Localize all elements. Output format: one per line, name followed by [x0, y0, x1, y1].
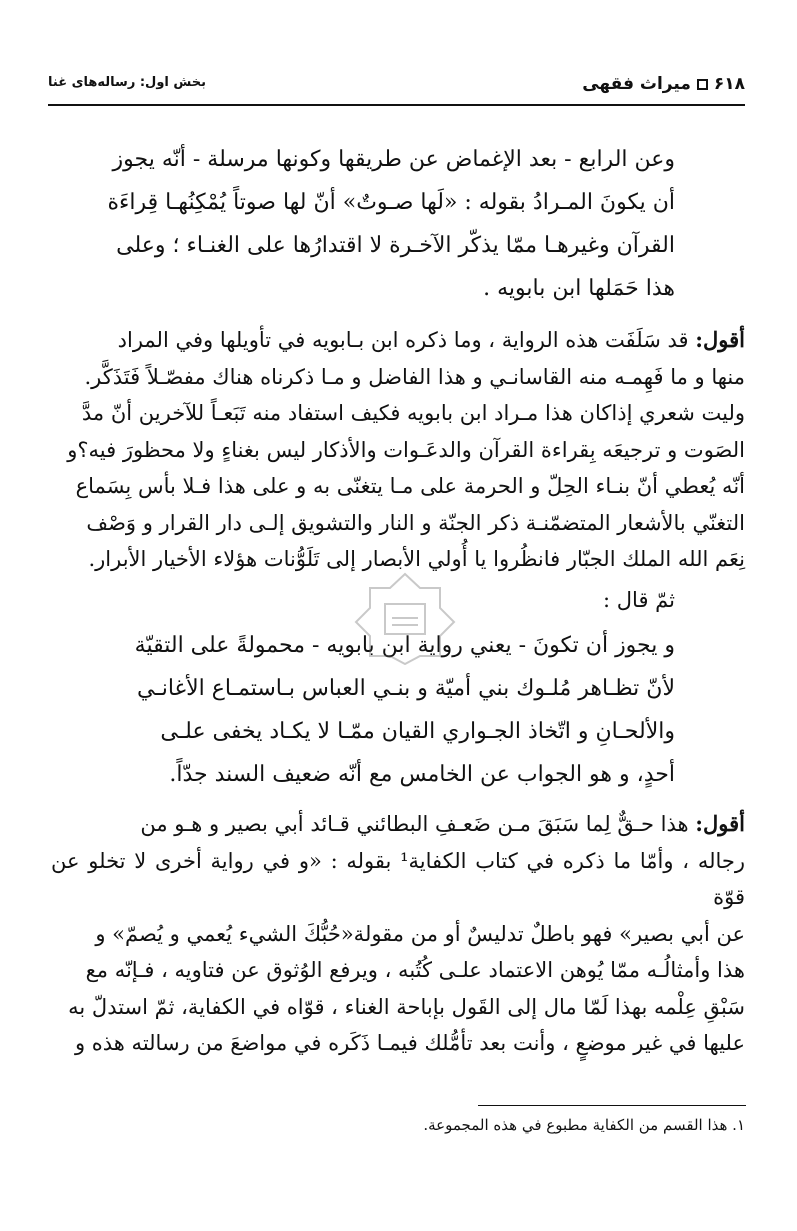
watermark-logo — [340, 570, 470, 665]
quote-line: والألحـانِ و اتّخاذ الجـواري القيان ممّـا لا يكـاد يخفى علـى — [160, 719, 675, 744]
para-line: التغنّي بالأشعار المتضمّنـة ذكر الجنّة و النار والتشويق إلـى دار القرار و وَصْف — [86, 510, 745, 535]
para-line: رجاله ، وأمّا ما ذكره في كتاب الكفاية¹ بقوله : «و في رواية أخرى لا تخلو عن قوّة — [51, 848, 745, 909]
quote-line: لأنّ تظـاهر مُلـوك بني أميّة و بنـي العباس بـاستمـاع الأغانـي — [136, 676, 675, 701]
para-line: عن أبي بصير» فهو باطلٌ تدليسٌ أو من مقولة«حُبُّكَ الشيء يُعمي و يُصمّ» و — [95, 921, 745, 946]
footnote-divider — [478, 1105, 746, 1106]
para-line: سَبْقِ عِلْمه بهذا لَمّا مال إلى القَول بإباحة الغناء ، قوّاه في الكفاية، ثمّ استدلّ به — [68, 994, 745, 1019]
para-line: أقول: قد سَلَفَت هذه الرواية ، وما ذكره ابن بـابويه في تأويلها وفي المراد — [117, 327, 745, 352]
paragraph-2 — [51, 806, 745, 1062]
header-square-icon — [697, 79, 708, 90]
book-title: میراث فقهی — [582, 74, 691, 94]
header-page-group — [582, 74, 745, 94]
quote-block-1 — [51, 138, 675, 310]
paragraph-1 — [51, 322, 745, 578]
para-line: الصَوت و ترجيعَه بِقراءة القرآن والدعَـوات والأذكار ليس بغناءٍ ولا محظورَ فيه؟و — [67, 437, 745, 462]
para-line: هذا وأمثالُـه ممّا يُوهن الاعتماد علـى كُتُبه ، ويرفع الوُثوق عن فتاويه ، فـإنّه مع — [85, 958, 745, 982]
thumma-qal-heading: ثمّ قال : — [603, 587, 675, 612]
aqul-lead: أقول: — [695, 327, 745, 352]
quote-line: القرآن وغيرهـا ممّا يذكّر الآخـرة لا اقتدارُها على الغنـاء ؛ وعلى — [116, 233, 675, 258]
para-line: منها و ما فَهِمـه منه القاسانـي و هذا الفاضل و مـا ذكرناه هناك مفصّـلاً فَتَذَكَّر. — [84, 364, 745, 389]
page-number: ۶۱۸ — [713, 74, 745, 94]
footnote: ١. هذا القسم من الكفاية مطبوع في هذه المجموعة. — [423, 1116, 745, 1134]
aqul-lead: أقول: — [695, 811, 745, 836]
para-line: عليها في غير موضعٍ ، وأنت بعد تأمُّلك فيمـا ذَكَره في مواضعَ من رسالته هذه و — [74, 1031, 745, 1055]
para-line: أنّه يُعطي أنّ بنـاء الحِلّ و الحرمة على مـا يتغنّى به و على هذا فـلا بأس بِسَماع — [75, 474, 745, 498]
section-title: بخش اول: رساله‌های غنا — [48, 75, 207, 90]
watermark-emblem-icon — [340, 570, 470, 665]
quote-line: أن يكونَ المـرادُ بقوله : «لَها صـوتٌ» أنّ لها صوتاً يُمْكِنُهـا قِراءَة — [107, 190, 675, 215]
quote-line: وعن الرابع - بعد الإغماض عن طريقها وكونها مرسلة - أنّه يجوز — [112, 147, 675, 172]
quote-line: هذا حَمَلها ابن بابويه . — [483, 276, 675, 301]
para-line: وليت شعري إذاكان هذا مـراد ابن بابويه فكيف استفاد منه تَبَعـاً للآخرين أنّ مدَّ — [81, 401, 745, 425]
para-line: أقول: هذا حـقٌّ لِما سَبَقَ مـن ضَعـفِ البطائني قـائد أبي بصير و هـو من — [140, 811, 745, 836]
quote-line: و يجوز أن تكونَ - يعني رواية ابن بابويه - محمولةً على التقيّة — [134, 633, 675, 658]
para-line: نِعَم الله الملك الجبّار فانظُروا يا أُولي الأبصار إلى تَلَوُّنات هؤلاء الأخيار الأبرار. — [88, 547, 745, 571]
header-divider — [48, 104, 745, 106]
page-header — [48, 74, 745, 98]
quote-line: أحدٍ، و هو الجواب عن الخامس مع أنّه ضعيف السند جدّاً. — [169, 762, 675, 787]
